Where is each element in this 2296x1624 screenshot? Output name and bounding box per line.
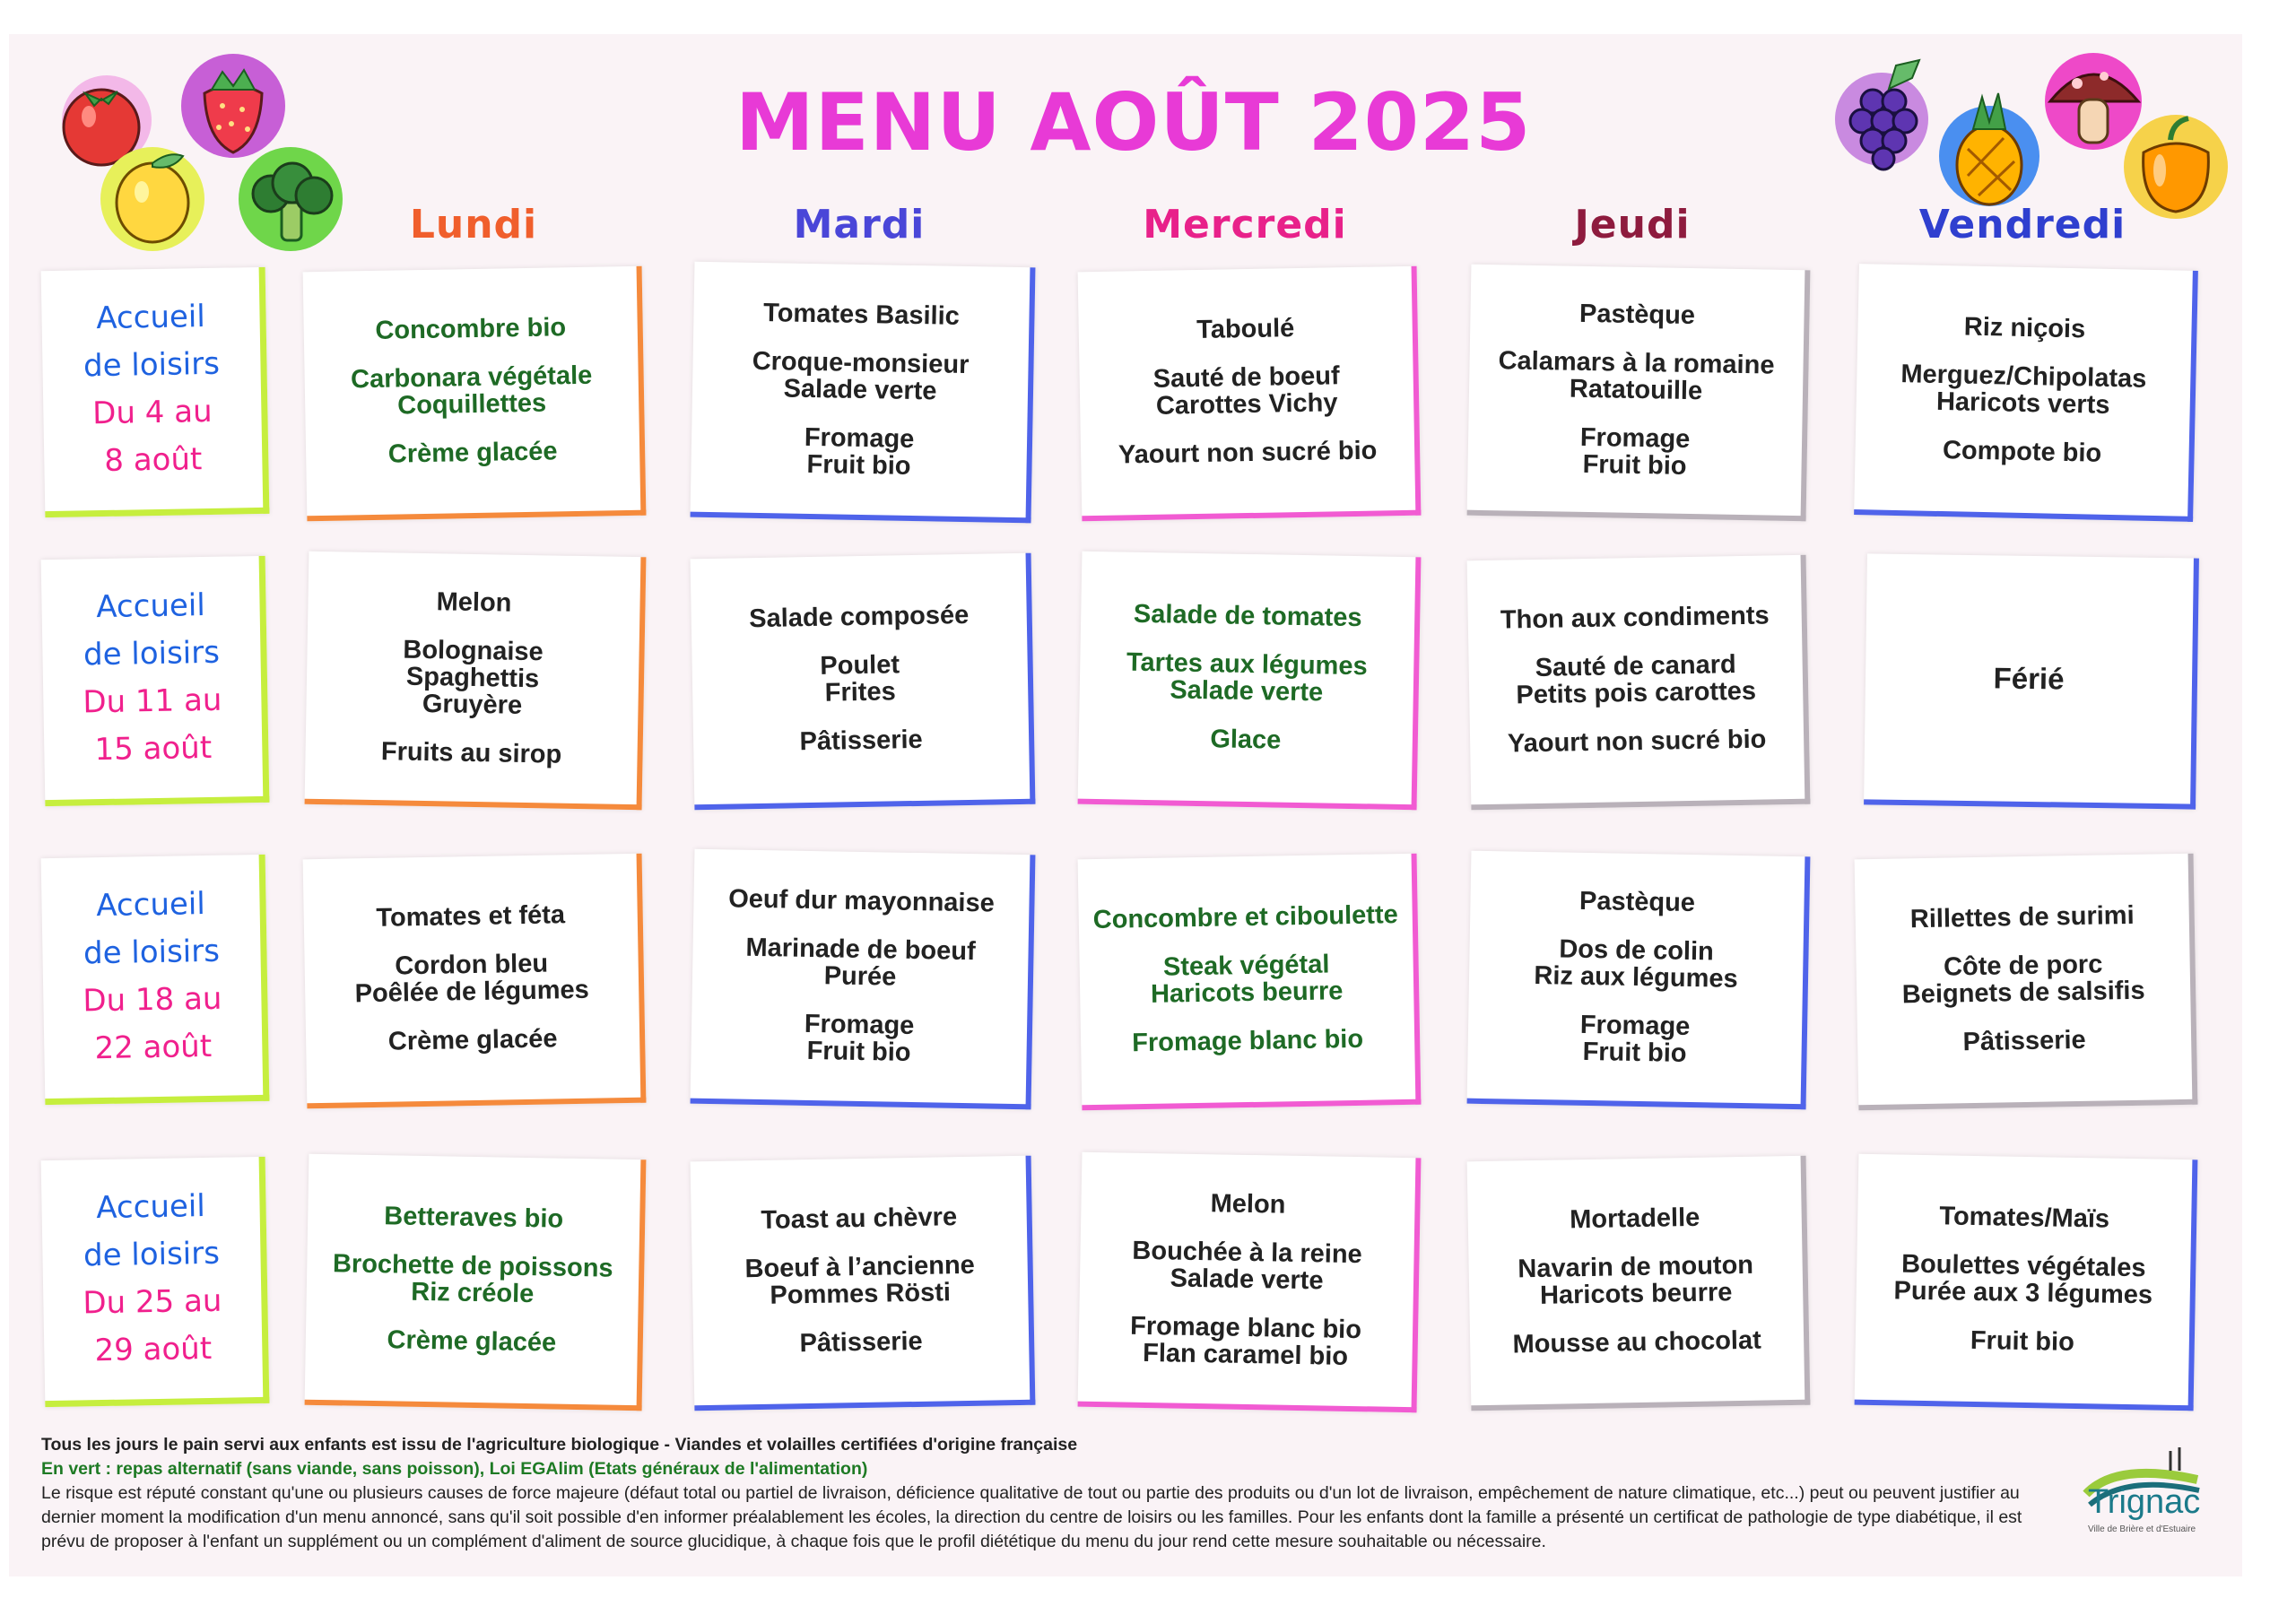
menu-item: Carottes Vichy	[1155, 388, 1338, 421]
page-title: MENU AOÛT 2025	[735, 76, 1532, 169]
menu-item: Mortadelle	[1569, 1203, 1700, 1235]
menu-card-w1-lundi	[303, 266, 647, 522]
menu-item: Compote bio	[1942, 436, 2102, 468]
menu-item: Calamars à la romaine	[1498, 346, 1775, 380]
menu-item: Salade verte	[1170, 675, 1324, 708]
menu-card-w3-jeudi	[1467, 851, 1811, 1110]
menu-item: Salade verte	[1170, 1264, 1324, 1296]
accueil-dates: Du 11 au	[83, 682, 222, 721]
day-header-mardi: Mardi	[793, 202, 926, 248]
menu-card-w3-vendredi	[1855, 854, 2198, 1111]
accueil-week-4	[41, 1157, 270, 1407]
footer-line-disclaimer: Le risque est réputé constant qu'une ou plusieurs causes de force majeure (défaut total ou partiel de livraison, déficience qualitative de tout ou partie des produits ou d'un lot de livraison, empêchement de nature climatique, etc...) peut ou peuvent justifier au dernier moment la modification d'un menu annoncé, sans qu'il soit possible d'en informer préalablement les écoles, la direction du centre de loisirs ou les familles. Pour les enfants dont la famille a présenté un certificat de pathologie de type diabétique, il est prévu de proposer à l'enfant un supplément ou un complément d'aliment de source glucidique, à chaque fois que le profil diététique du menu du jour rend cette mesure souhaitable ou nécessaire.	[41, 1483, 2022, 1551]
accueil-line: Accueil	[95, 587, 206, 626]
menu-item: Fruits au sirop	[380, 737, 562, 769]
accueil-line: de loisirs	[83, 634, 221, 673]
logo-name: Trignac	[2088, 1483, 2201, 1521]
footer-line-green-legend: En vert : repas alternatif (sans viande, sans poisson), Loi EGAlim (Etats généraux de l'alimentation)	[41, 1459, 868, 1479]
menu-item: Tomates et féta	[376, 900, 566, 933]
menu-item: Brochette de poissons	[332, 1249, 613, 1283]
menu-item: Yaourt non sucré bio	[1507, 725, 1767, 759]
menu-item: Carbonara végétale	[350, 360, 593, 395]
accueil-dates: 15 août	[94, 729, 213, 769]
menu-item: Dos de colin	[1559, 934, 1715, 967]
menu-item: Pastèque	[1578, 886, 1696, 918]
menu-card-w4-mardi	[691, 1156, 1036, 1411]
menu-item: Steak végétal	[1162, 950, 1330, 982]
menu-card-w1-mardi	[691, 262, 1036, 524]
menu-item: Ratatouille	[1569, 374, 1703, 406]
menu-item: Bolognaise	[403, 635, 544, 667]
menu-item: Fromage	[1579, 422, 1691, 455]
menu-item: Poulet	[820, 650, 900, 681]
accueil-dates: 29 août	[94, 1330, 213, 1369]
menu-item: Mousse au chocolat	[1512, 1325, 1761, 1359]
menu-item: Pommes Rösti	[770, 1278, 952, 1310]
menu-item: Boulettes végétales	[1900, 1249, 2146, 1283]
logo-tagline: Ville de Brière et d'Estuaire	[2088, 1524, 2196, 1534]
menu-item: Tomates Basilic	[762, 298, 961, 331]
menu-item: Crème glacée	[387, 437, 558, 469]
accueil-dates: Du 4 au	[91, 393, 213, 432]
menu-item: Sauté de boeuf	[1152, 361, 1340, 394]
menu-item: Fruit bio	[1582, 449, 1687, 481]
menu-card-w2-mercredi	[1078, 551, 1422, 811]
accueil-week-3	[41, 855, 270, 1105]
menu-item: Haricots beurre	[1150, 977, 1344, 1009]
menu-item: Poêlée de légumes	[354, 975, 590, 1009]
menu-item: Riz aux légumes	[1534, 960, 1738, 994]
menu-item: Pâtisserie	[799, 725, 923, 757]
menu-item: Fromage	[1579, 1010, 1691, 1042]
accueil-dates: Du 18 au	[83, 980, 222, 1020]
menu-card-w3-mercredi	[1078, 854, 1422, 1111]
menu-item: Melon	[436, 587, 512, 618]
menu-card-w4-jeudi	[1467, 1156, 1811, 1411]
menu-item: Fromage blanc bio	[1129, 1311, 1362, 1345]
footer-line-bio: Tous les jours le pain servi aux enfants est issu de l'agriculture biologique - Viandes et volailles certifiées d'origine française	[41, 1435, 1078, 1455]
menu-item: Betteraves bio	[384, 1202, 564, 1234]
menu-item: Crème glacée	[387, 1325, 557, 1358]
menu-card-w3-mardi	[691, 849, 1036, 1110]
menu-item: Tartes aux légumes	[1126, 647, 1368, 682]
menu-item: Salade composée	[748, 600, 970, 634]
menu-item: Navarin de mouton	[1518, 1250, 1754, 1284]
menu-item: Pastèque	[1578, 299, 1696, 331]
menu-item: Rillettes de surimi	[1909, 900, 2135, 934]
menu-item: Fruit bio	[1582, 1037, 1687, 1068]
menu-item: Purée aux 3 légumes	[1893, 1276, 2153, 1310]
menu-card-w3-lundi	[303, 854, 647, 1109]
menu-card-w1-jeudi	[1467, 265, 1811, 522]
menu-item: Haricots beurre	[1539, 1278, 1733, 1310]
menu-item: Fromage	[804, 422, 915, 454]
day-header-jeudi: Jeudi	[1574, 202, 1691, 248]
day-header-lundi: Lundi	[409, 202, 538, 248]
menu-item: Marinade de boeuf	[745, 933, 976, 967]
menu-card-w4-vendredi	[1855, 1154, 2198, 1411]
menu-item: Melon	[1210, 1189, 1286, 1220]
menu-item: Fromage	[804, 1009, 915, 1041]
day-header-mercredi: Mercredi	[1143, 202, 1347, 248]
accueil-line: Accueil	[95, 886, 206, 925]
footer-notes	[41, 1433, 2050, 1554]
menu-item: Merguez/Chipolatas	[1900, 360, 2147, 394]
menu-card-w2-mardi	[691, 553, 1036, 811]
menu-item: Coquillettes	[396, 388, 547, 421]
menu-item: Bouchée à la reine	[1132, 1236, 1362, 1270]
menu-card-w2-jeudi	[1467, 555, 1811, 811]
menu-card-w2-lundi	[305, 551, 647, 811]
menu-card-w4-lundi	[305, 1154, 647, 1411]
menu-item: Cordon bleu	[395, 949, 549, 981]
menu-item: Taboulé	[1196, 314, 1295, 345]
menu-item: Concombre bio	[375, 313, 567, 345]
menu-card-w1-mercredi	[1078, 266, 1422, 522]
menu-item: Boeuf à l’ancienne	[744, 1250, 976, 1284]
menu-item: Pâtisserie	[1962, 1025, 2086, 1057]
menu-item: Crème glacée	[387, 1024, 558, 1056]
menu-item: Flan caramel bio	[1142, 1338, 1349, 1371]
menu-item: Petits pois carottes	[1516, 676, 1757, 710]
accueil-dates: 8 août	[103, 441, 203, 479]
menu-item: Purée	[823, 961, 897, 992]
menu-item: Côte de porc	[1943, 950, 2103, 982]
menu-item: Fruit bio	[806, 1036, 911, 1067]
menu-item: Frites	[824, 677, 896, 708]
accueil-line: Accueil	[95, 1188, 206, 1227]
menu-item: Croque-monsieur	[752, 346, 970, 379]
accueil-dates: 22 août	[94, 1028, 213, 1067]
menu-item: Yaourt non sucré bio	[1118, 436, 1378, 470]
menu-item: Sauté de canard	[1535, 650, 1736, 683]
menu-item: Salade verte	[783, 373, 937, 405]
accueil-line: de loisirs	[83, 1235, 221, 1274]
menu-card-w4-mercredi	[1078, 1152, 1422, 1413]
menu-item: Oeuf dur mayonnaise	[727, 884, 996, 918]
menu-item: Férié	[1993, 661, 2065, 696]
menu-item: Salade de tomates	[1133, 599, 1362, 633]
menu-item: Tomates/Maïs	[1939, 1202, 2110, 1234]
menu-card-w2-vendredi	[1864, 553, 2199, 809]
menu-item: Concombre et ciboulette	[1092, 900, 1398, 935]
menu-card-w1-vendredi	[1854, 264, 2198, 522]
accueil-dates: Du 25 au	[83, 1282, 222, 1322]
menu-item: Riz niçois	[1963, 312, 2086, 344]
accueil-week-2	[41, 556, 270, 806]
accueil-line: Accueil	[95, 299, 206, 337]
menu-item: Spaghettis	[405, 662, 540, 694]
menu-item: Toast au chèvre	[761, 1203, 958, 1235]
menu-item: Thon aux condiments	[1500, 601, 1770, 635]
menu-item: Pâtisserie	[799, 1326, 923, 1359]
accueil-line: de loisirs	[83, 933, 221, 972]
menu-item: Fromage blanc bio	[1131, 1024, 1364, 1058]
menu-item: Glace	[1210, 725, 1282, 755]
pineapple-icon	[1928, 79, 2049, 213]
menu-item: Riz créole	[411, 1277, 535, 1309]
menu-item: Gruyère	[422, 689, 523, 720]
menu-item: Beignets de salsifis	[1901, 976, 2145, 1010]
accueil-line: de loisirs	[83, 345, 221, 385]
menu-item: Haricots verts	[1935, 386, 2110, 420]
day-header-vendredi: Vendredi	[1918, 202, 2126, 248]
lemon-icon	[97, 143, 209, 256]
menu-item: Fruit bio	[1970, 1325, 2075, 1357]
menu-item: Fruit bio	[806, 449, 911, 481]
accueil-week-1	[41, 267, 270, 517]
